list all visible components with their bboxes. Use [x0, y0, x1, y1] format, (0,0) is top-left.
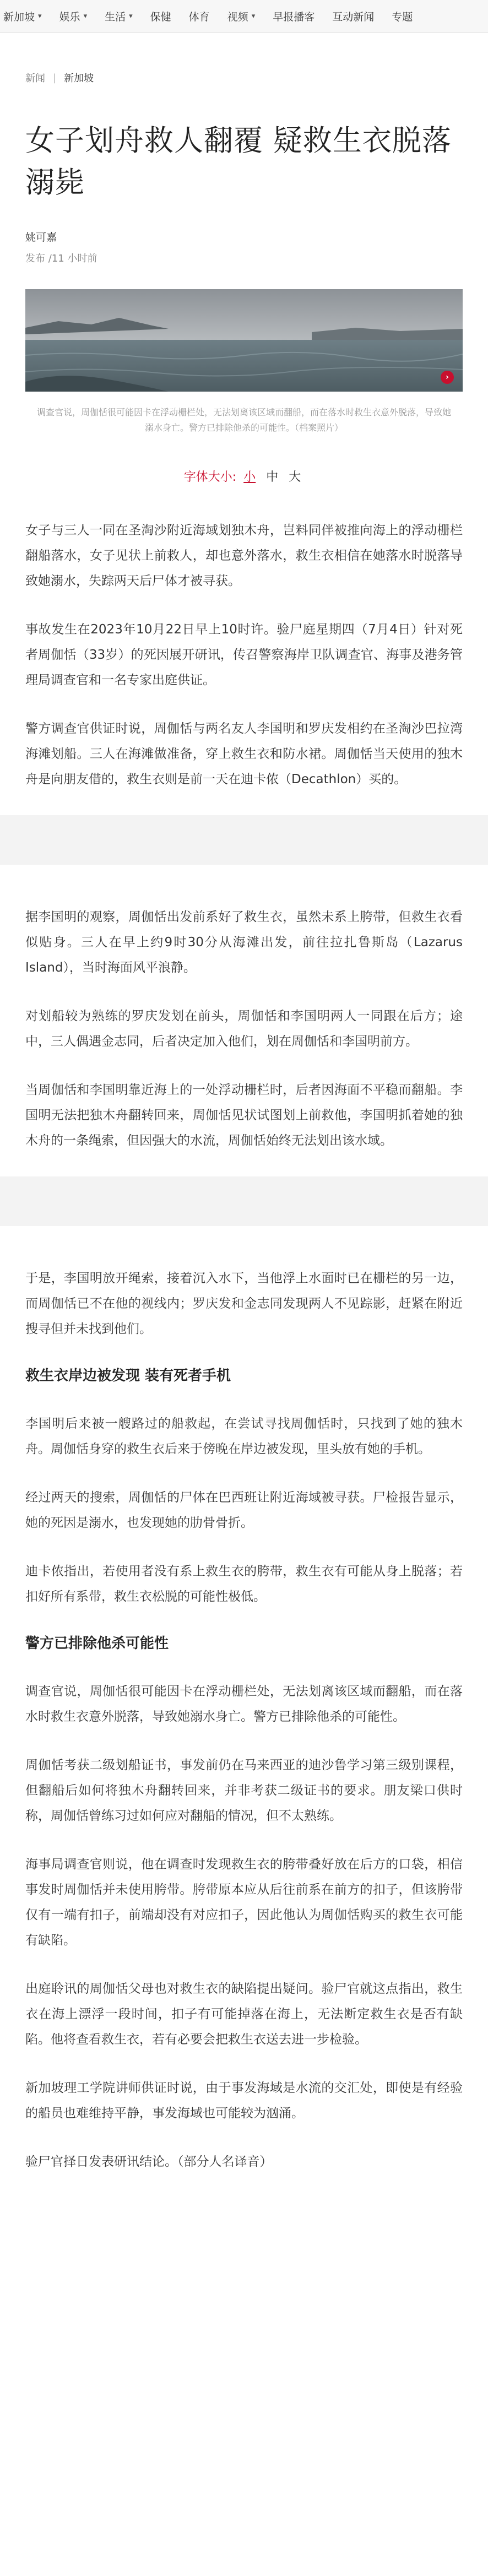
sea-photo	[25, 289, 463, 392]
ad-placeholder	[0, 1176, 488, 1226]
article-subheading: 警方已排除他杀可能性	[25, 1635, 169, 1652]
article-paragraph: 据李国明的观察，周伽恬出发前系好了救生衣，虽然未系上胯带，但救生衣看似贴身。三人在早上约9时30分从海滩出发，前往拉扎鲁斯岛（Lazarus Island），当时海面风平浪静。	[25, 910, 463, 975]
chevron-down-icon: ▾	[129, 12, 133, 20]
article-paragraph: 事故发生在2023年10月22日早上10时许。验尸庭星期四（7月4日）针对死者周伽恬（33岁）的死因展开研讯，传召警察海岸卫队调查官、海事及港务管理局调查官和一名专家出庭供证。	[25, 622, 463, 687]
article-paragraph: 调查官说，周伽恬很可能因卡在浮动栅栏处，无法划离该区域而翻船，而在落水时救生衣意外脱落，导致她溺水身亡。警方已排除他杀的可能性。	[25, 1684, 463, 1724]
breadcrumb	[25, 70, 463, 85]
article-title: 女子划舟救人翻覆 疑救生衣脱落溺毙	[25, 124, 452, 199]
article-subheading: 救生衣岸边被发现 装有死者手机	[25, 1368, 231, 1384]
nav-label: 娱乐	[59, 11, 80, 23]
nav-label: 互动新闻	[332, 11, 375, 23]
nav-label: 专题	[392, 11, 413, 23]
ad-placeholder	[0, 815, 488, 865]
nav-item-interactive[interactable]	[332, 9, 374, 24]
breadcrumb-current[interactable]: 新加坡	[64, 73, 94, 84]
nav-label: 体育	[188, 11, 210, 23]
font-size-large[interactable]: 大	[289, 470, 301, 484]
article-paragraph: 对划船较为熟练的罗庆发划在前头，周伽恬和李国明两人一同跟在后方；途中，三人偶遇金志同，后者决定加入他们，划在周伽恬和李国明前方。	[25, 1009, 463, 1049]
nav-label: 早报播客	[273, 11, 315, 23]
article-body	[25, 518, 463, 2174]
top-navigation	[0, 0, 488, 33]
article-publish-time: 发布 /11 小时前	[25, 253, 97, 264]
nav-item-sports[interactable]	[189, 9, 210, 24]
chevron-down-icon: ▾	[38, 12, 42, 20]
font-size-label: 字体大小:	[183, 470, 237, 484]
image-caption: 调查官说，周伽恬很可能因卡在浮动栅栏处，无法划离该区域而翻船，而在落水时救生衣意外脱落，导致她溺水身亡。警方已排除他杀的可能性。（档案照片）	[36, 407, 451, 433]
nav-item-special[interactable]	[392, 9, 413, 24]
breadcrumb-home[interactable]: 新闻	[25, 73, 45, 84]
nav-label: 视频	[227, 11, 248, 23]
nav-label: 新加坡	[3, 11, 35, 23]
nav-item-health[interactable]	[150, 9, 171, 24]
chevron-down-icon: ▾	[251, 12, 256, 20]
nav-item-entertainment[interactable]	[59, 9, 88, 24]
article-paragraph: 海事局调查官则说，他在调查时发现救生衣的胯带叠好放在后方的口袋，相信事发时周伽恬并未使用胯带。胯带原本应从后往前系在前方的扣子，但该胯带仅有一端有扣子，前端却没有对应扣子，因此他认为周伽恬购买的救生衣可能有缺陷。	[25, 1857, 463, 1948]
article-paragraph: 警方调查官供证时说，周伽恬与两名友人李国明和罗庆发相约在圣淘沙巴拉湾海滩划船。三人在海滩做准备，穿上救生衣和防水裙。周伽恬当天使用的独木舟是向朋友借的，救生衣则是前一天在迪卡侬（Decathlon）买的。	[25, 722, 463, 787]
nav-item-video[interactable]	[227, 9, 256, 24]
nav-label: 保健	[150, 11, 171, 23]
font-size-small[interactable]: 小	[243, 470, 256, 484]
article-container	[0, 70, 488, 2174]
article-paragraph: 出庭聆讯的周伽恬父母也对救生衣的缺陷提出疑问。验尸官就这点指出，救生衣在海上漂浮一段时间，扣子有可能掉落在海上，无法断定救生衣是否有缺陷。他将查看救生衣，若有必要会把救生衣送去进一步检验。	[25, 1982, 463, 2047]
nav-item-podcast[interactable]	[273, 9, 315, 24]
hero-image	[25, 289, 463, 392]
nav-label: 生活	[105, 11, 126, 23]
article-paragraph: 迪卡侬指出，若使用者没有系上救生衣的胯带，救生衣有可能从身上脱落；若扣好所有系带，救生衣松脱的可能性极低。	[25, 1564, 463, 1604]
article-paragraph: 于是，李国明放开绳索，接着沉入水下，当他浮上水面时已在栅栏的另一边，而周伽恬已不在他的视线内；罗庆发和金志同发现两人不见踪影，赶紧在附近搜寻但并未找到他们。	[25, 1271, 463, 1336]
article-paragraph: 当周伽恬和李国明靠近海上的一处浮动栅栏时，后者因海面不平稳而翻船。李国明无法把独木舟翻转回来，周伽恬见状试图划上前救他，李国明抓着她的独木舟的一条绳索，但因强大的水流，周伽恬始终无法划出该水域。	[25, 1083, 463, 1148]
article-author[interactable]: 姚可嘉	[25, 231, 57, 243]
article-paragraph: 新加坡理工学院讲师供证时说，由于事发海域是水流的交汇处，即使是有经验的船员也难维持平静，事发海域也可能较为汹涌。	[25, 2081, 463, 2121]
article-paragraph: 女子与三人一同在圣淘沙附近海域划独木舟，岂料同伴被推向海上的浮动栅栏翻船落水，女子见状上前救人，却也意外落水，救生衣相信在她落水时脱落导致她溺水，失踪两天后尸体才被寻获。	[25, 523, 463, 588]
chevron-down-icon: ▾	[83, 12, 88, 20]
font-size-control	[25, 468, 463, 485]
nav-item-singapore[interactable]	[3, 9, 42, 24]
breadcrumb-separator: |	[53, 72, 57, 84]
photo-badge-icon: ›	[441, 371, 454, 384]
nav-item-lifestyle[interactable]	[105, 9, 133, 24]
article-paragraph: 李国明后来被一艘路过的船救起，在尝试寻找周伽恬时，只找到了她的独木舟。周伽恬身穿的救生衣后来于傍晚在岸边被发现，里头放有她的手机。	[25, 1417, 463, 1456]
article-paragraph: 周伽恬考获二级划船证书，事发前仍在马来西亚的迪沙鲁学习第三级别课程，但翻船后如何将独木舟翻转回来，并非考获二级证书的要求。朋友梁口供时称，周伽恬曾练习过如何应对翻船的情况，但不太熟练。	[25, 1758, 463, 1823]
article-paragraph: 经过两天的搜索，周伽恬的尸体在巴西班让附近海域被寻获。尸检报告显示，她的死因是溺水，也发现她的肋骨骨折。	[25, 1490, 463, 1530]
article-paragraph: 验尸官择日发表研讯结论。（部分人名译音）	[25, 2155, 273, 2169]
font-size-medium[interactable]: 中	[266, 470, 279, 484]
